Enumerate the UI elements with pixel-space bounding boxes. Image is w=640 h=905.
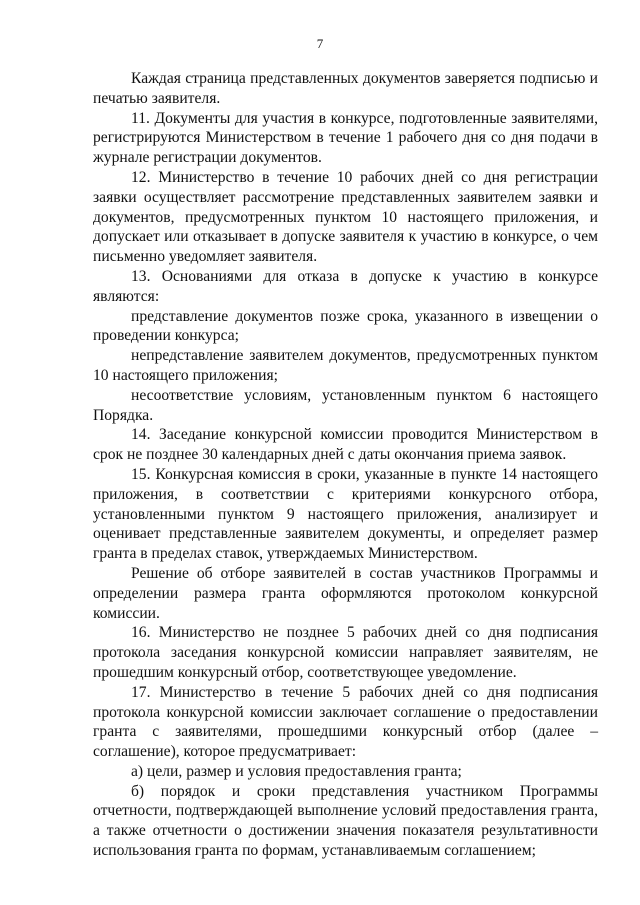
paragraph-17: 17. Министерство в течение 5 рабочих дней со дня подписания протокола конкурсной комиссии заключает соглашение о предоставлении гранта с заявителями, прошедшими конкурсный отбор (далее – соглашение), которое предусматривает:: [93, 683, 598, 761]
paragraph-13-item-3: несоответствие условиям, установленным пунктом 6 настоящего Порядка.: [93, 386, 598, 424]
paragraph-13-item-2: непредставление заявителем документов, предусмотренных пунктом 10 настоящего приложения;: [93, 347, 598, 384]
paragraph-signature-note: Каждая страница представленных документов заверяется подписью и печатью заявителя.: [93, 70, 598, 107]
paragraph-17-item-a: а) цели, размер и условия предоставления гранта;: [131, 762, 462, 780]
paragraph-15-decision: Решение об отборе заявителей в состав участников Программы и определении размера гранта оформляются протоколом конкурсной комиссии.: [93, 564, 598, 622]
page-number: 7: [316, 36, 324, 51]
paragraph-16: 16. Министерство не позднее 5 рабочих дней со дня подписания протокола заседания конкурсной комиссии направляет заявителям, не прошедшим конкурсный отбор, соответствующее уведомление.: [93, 624, 598, 681]
paragraph-11: 11. Документы для участия в конкурсе, подготовленные заявителями, регистрируются Министерством в течение 1 рабочего дня со дня подачи в журнале регистрации документов.: [93, 109, 598, 167]
paragraph-14: 14. Заседание конкурсной комиссии проводится Министерством в срок не позднее 30 календарных дней с даты окончания приема заявок.: [93, 426, 598, 464]
paragraph-17-item-b: б) порядок и сроки представления участником Программы отчетности, подтверждающей выполнение условий предоставления гранта, а также отчетности о достижении значения показателя результативности использования гранта по формам, устанавливаемым соглашением;: [93, 782, 598, 860]
paragraph-13-item-1: представление документов позже срока, указанного в извещении о проведении конкурса;: [93, 307, 598, 345]
paragraph-15: 15. Конкурсная комиссия в сроки, указанные в пункте 14 настоящего приложения, в соответствии с критериями конкурсного отбора, установленными пунктом 9 настоящего приложения, анализирует и оценивает представленные заявителем документы, и определяет размер гранта в пределах ставок, утверждаемых Министерством.: [93, 465, 598, 563]
document-body: [93, 69, 598, 861]
paragraph-12: 12. Министерство в течение 10 рабочих дней со дня регистрации заявки осуществляет рассмотрение представленных заявителем заявки и документов, предусмотренных пунктом 10 настоящего приложения, и допускает или отказывает в допуске заявителя к участию в конкурсе, о чем письменно уведомляет заявителя.: [93, 168, 598, 266]
paragraph-13: 13. Основаниями для отказа в допуске к участию в конкурсе являются:: [93, 267, 598, 305]
